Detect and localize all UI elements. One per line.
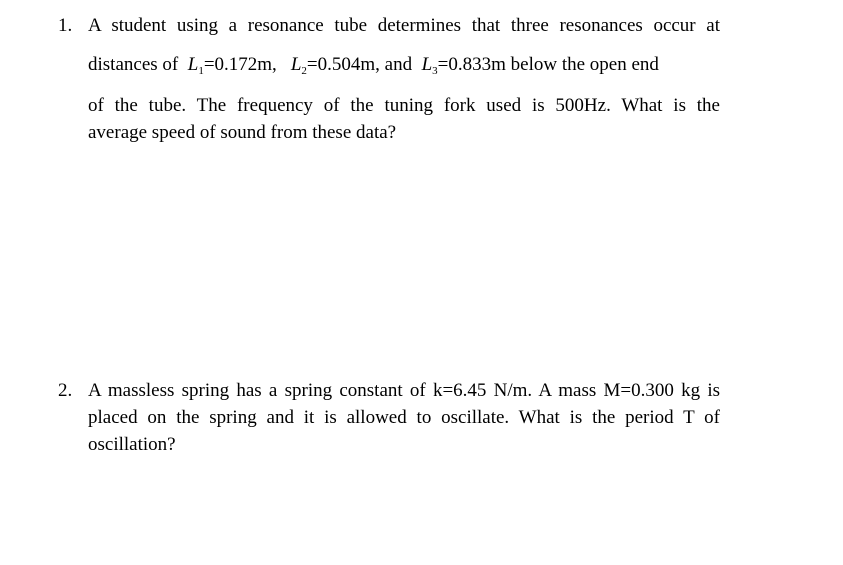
- question-1-line-1: A student using a resonance tube determines that three resonances occur at: [88, 15, 720, 36]
- variable-l3: L: [421, 54, 433, 75]
- value-l2: =0.504m, and: [306, 54, 413, 75]
- variable-l3-subscript: 3: [432, 65, 438, 77]
- value-l3: =0.833m below the open end: [437, 54, 659, 75]
- question-1-line-3: of the tube. The frequency of the tuning fork used is 500Hz. What is the: [88, 95, 720, 116]
- question-2-number: 2.: [58, 380, 73, 401]
- question-2-line-1: A massless spring has a spring constant of k=6.45 N/m. A mass M=0.300 kg is: [88, 380, 720, 401]
- question-1-line-4: average speed of sound from these data?: [88, 122, 397, 143]
- variable-l2-subscript: 2: [301, 65, 307, 77]
- variable-l1: L: [187, 54, 199, 75]
- question-2-line-3: oscillation?: [88, 434, 176, 455]
- variable-l2: L: [290, 54, 302, 75]
- question-2-line-2: placed on the spring and it is allowed to oscillate. What is the period T of: [88, 407, 720, 428]
- value-l1: =0.172m,: [203, 54, 277, 75]
- question-1-distances-prefix: distances of: [88, 54, 179, 75]
- question-1-line-2: [88, 54, 720, 77]
- variable-l1-subscript: 1: [198, 65, 204, 77]
- question-1-number: 1.: [58, 15, 73, 36]
